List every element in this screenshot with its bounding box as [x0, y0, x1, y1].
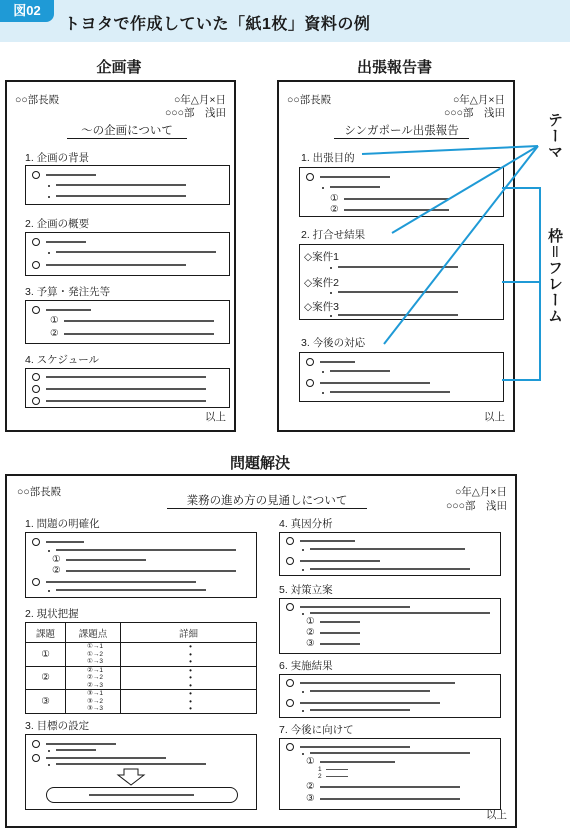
report-sub-1: ① [330, 193, 339, 204]
report-end: 以上 [484, 411, 505, 423]
issues-header-detail: 詳細 [121, 623, 257, 643]
down-arrow-icon [116, 768, 146, 786]
report-doc-title: シンガポール出張報告 [334, 122, 469, 139]
page-title: トヨタで作成していた「紙1枚」資料の例 [64, 16, 371, 33]
point-1-2: ①→2 [87, 650, 103, 658]
point-2-2: ②→2 [87, 674, 103, 681]
problem-num-1: 1 [318, 766, 322, 773]
issues-header-issue: 課題 [26, 623, 66, 643]
problem-item-2: 2. 現状把握 [25, 608, 79, 620]
planning-doc-title: ～の企画について [67, 122, 187, 139]
goal-capsule [46, 787, 238, 803]
planning-item-3: 3. 予算・発注先等 [25, 286, 111, 298]
problem-sub-a1: ① [52, 554, 61, 565]
problem-sub-c3: ③ [306, 793, 315, 804]
planning-recipient: ○○部長殿 [15, 94, 60, 106]
problem-author: ○○○部 浅田 [445, 500, 507, 512]
planning-date: ○年△月×日 [173, 94, 226, 106]
problem-item-4: 4. 真因分析 [279, 518, 333, 530]
theme-label: テーマ [546, 112, 563, 160]
report-case-2: ◇案件2 [304, 277, 339, 289]
point-3-3: ③→3 [87, 705, 103, 712]
problem-recipient: ○○部長殿 [17, 486, 62, 498]
problem-item-1: 1. 問題の明確化 [25, 518, 100, 530]
problem-frame-3 [25, 734, 257, 810]
problem-item-5: 5. 対策立案 [279, 584, 333, 596]
problem-end: 以上 [486, 809, 507, 821]
report-recipient: ○○部長殿 [287, 94, 332, 106]
problem-section-title: 問題解決 [229, 455, 290, 472]
report-item-3: 3. 今後の対応 [301, 337, 366, 349]
point-1-1: ①→1 [87, 643, 103, 650]
issue-1: ① [26, 643, 66, 667]
point-3-1: ③→1 [87, 690, 103, 697]
problem-date: ○年△月×日 [454, 486, 507, 498]
report-section-title: 出張報告書 [356, 59, 432, 76]
problem-sub-b2: ② [306, 627, 315, 638]
issues-header-points: 課題点 [66, 623, 121, 643]
problem-sub-c1: ① [306, 756, 315, 767]
report-date: ○年△月×日 [452, 94, 505, 106]
planning-end: 以上 [205, 411, 226, 423]
report-author: ○○○部 浅田 [443, 107, 505, 119]
problem-frame-6 [279, 674, 501, 718]
problem-num-2: 2 [318, 773, 322, 780]
problem-frame-7 [279, 738, 501, 810]
figure-number-badge: 図02 [0, 0, 54, 22]
report-sub-2: ② [330, 204, 339, 215]
point-2-3: ②→3 [87, 681, 103, 689]
problem-sub-b3: ③ [306, 638, 315, 649]
report-item-1: 1. 出張目的 [301, 152, 355, 164]
issues-row-1: ① ①→1 ①→2 ①→3 • • • [26, 643, 257, 667]
issue-3: ③ [26, 690, 66, 714]
point-3-2: ③→2 [87, 697, 103, 705]
issues-row-3: ③ ③→1 ③→2 ③→3 • • • [26, 690, 257, 714]
problem-document [5, 474, 517, 828]
frame-label: 枠＝フレーム [546, 228, 563, 325]
report-item-2: 2. 打合せ結果 [301, 229, 366, 241]
report-case-1: ◇案件1 [304, 251, 339, 263]
problem-sub-a2: ② [52, 565, 61, 576]
problem-item-7: 7. 今後に向けて [279, 724, 354, 736]
point-1-3: ①→3 [87, 658, 103, 665]
problem-frame-1 [25, 532, 257, 598]
problem-item-6: 6. 実施結果 [279, 660, 333, 672]
planning-author: ○○○部 浅田 [164, 107, 226, 119]
point-2-1: ②→1 [87, 666, 103, 674]
planning-section-title: 企画書 [96, 59, 142, 76]
problem-frame-4 [279, 532, 501, 576]
report-case-3: ◇案件3 [304, 301, 339, 313]
issues-row-2: ② ②→1 ②→2 ②→3 • • • [26, 666, 257, 690]
planning-sub-1: ① [50, 315, 59, 326]
planning-item-4: 4. スケジュール [25, 354, 100, 366]
problem-doc-title: 業務の進め方の見通しについて [167, 492, 367, 509]
issues-table [25, 622, 257, 714]
issue-2: ② [26, 666, 66, 690]
problem-item-3: 3. 目標の設定 [25, 720, 90, 732]
problem-frame-5 [279, 598, 501, 654]
planning-item-1: 1. 企画の背景 [25, 152, 90, 164]
planning-item-2: 2. 企画の概要 [25, 218, 90, 230]
problem-sub-b1: ① [306, 616, 315, 627]
planning-sub-2: ② [50, 328, 59, 339]
problem-sub-c2: ② [306, 781, 315, 792]
